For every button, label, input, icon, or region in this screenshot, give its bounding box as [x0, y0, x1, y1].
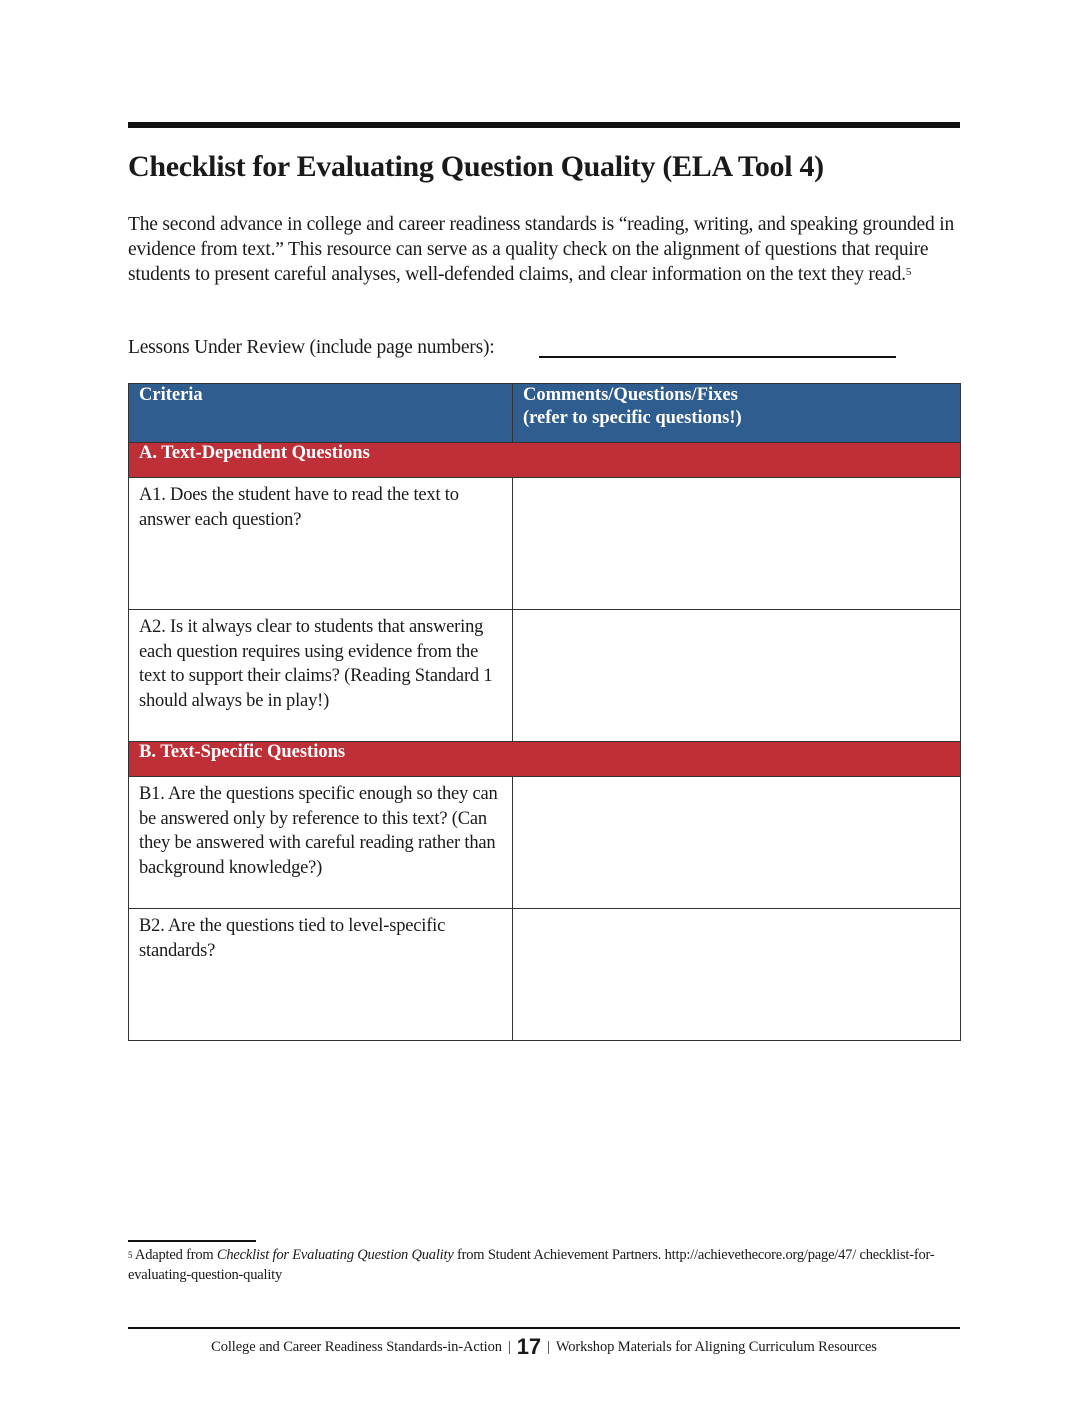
section-b-title: B. Text-Specific Questions — [139, 742, 346, 762]
footer-rule — [128, 1327, 960, 1329]
comment-cell-b1[interactable] — [513, 777, 961, 909]
footnote-rule — [128, 1240, 256, 1242]
footer-left-text: College and Career Readiness Standards-in-Action — [211, 1339, 502, 1355]
footnote-prefix: Adapted from — [132, 1247, 217, 1263]
page-number: 17 — [516, 1334, 541, 1359]
footer-right-text: Workshop Materials for Aligning Curriculum Resources — [555, 1339, 877, 1355]
footnote — [128, 1245, 968, 1285]
criterion-cell-a2: A2. Is it always clear to students that answering each question requires using evidence from the text to support their claims? (Reading Standard 1 should always be in play!) — [129, 610, 513, 742]
comment-cell-a2[interactable] — [513, 610, 961, 742]
lessons-under-review-label: Lessons Under Review (include page numbers): — [128, 337, 495, 358]
intro-paragraph — [128, 212, 968, 287]
page-title: Checklist for Evaluating Question Quality (ELA Tool 4) — [128, 150, 824, 183]
comments-header — [513, 384, 961, 443]
table-row — [129, 478, 961, 610]
table-row — [129, 777, 961, 909]
intro-text: The second advance in college and career readiness standards is “reading, writing, and speaking grounded in evidence from text.” This resource can serve as a quality check on the alignment of questions that require students to present careful analyses, well-defended claims, and clear information on the text they read. — [128, 214, 954, 285]
table-row — [129, 610, 961, 742]
footnote-source-title: Checklist for Evaluating Question Quality — [216, 1247, 454, 1263]
footer-separator: | — [507, 1339, 511, 1355]
comments-header-line2: (refer to specific questions!) — [523, 408, 742, 428]
section-header-b — [129, 742, 961, 777]
comment-cell-a1[interactable] — [513, 478, 961, 610]
footer-separator: | — [547, 1339, 550, 1355]
footnote-number: 5 — [128, 1250, 133, 1260]
page-footer — [128, 1334, 960, 1360]
criteria-table — [128, 383, 961, 1041]
criterion-cell-b1: B1. Are the questions specific enough so they can be answered only by reference to this text? (Can they be answered with careful reading rather than background knowledge?) — [129, 777, 513, 909]
lessons-blank-line[interactable] — [539, 356, 896, 358]
table-row — [129, 909, 961, 1041]
comment-cell-b2[interactable] — [513, 909, 961, 1041]
criteria-header: Criteria — [129, 384, 513, 443]
section-header-a — [129, 443, 961, 478]
comments-header-line1: Comments/Questions/Fixes — [523, 385, 738, 405]
table-header-row — [129, 384, 961, 443]
section-a-title: A. Text-Dependent Questions — [139, 443, 370, 463]
criterion-cell-a1: A1. Does the student have to read the text to answer each question? — [129, 478, 513, 610]
criterion-cell-b2: B2. Are the questions tied to level-specific standards? — [129, 909, 513, 1041]
footnote-suffix: from Student Achievement Partners. http://achievethecore.org/page/47/ checklist-for-evaluating-question-quality — [128, 1247, 935, 1283]
footnote-ref: 5 — [905, 266, 912, 278]
top-rule — [128, 122, 960, 128]
